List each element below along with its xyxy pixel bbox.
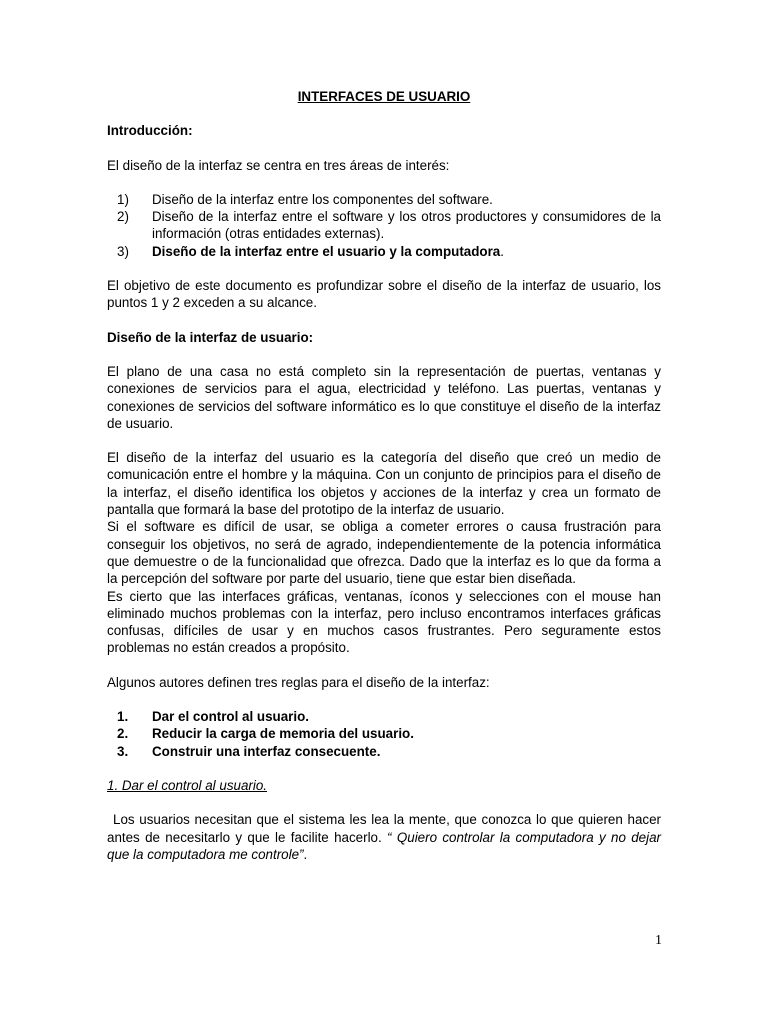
list-text: Diseño de la interfaz entre el usuario y la computadora (152, 243, 501, 259)
intro-heading: Introducción: (107, 123, 193, 139)
list-number: 3. (117, 743, 129, 759)
list-item (107, 243, 661, 260)
list-text: Reducir la carga de memoria del usuario. (152, 726, 414, 742)
list-suffix: . (500, 243, 504, 259)
design-paragraph-1: El plano de una casa no está completo sin la representación de puertas, ventanas y conexiones de servicios para el agua, electricidad y teléfono. Las puertas, ventanas y conexiones de servicios del software informático es lo que constituye el diseño de la interfaz de usuario. (107, 363, 661, 431)
list-item (107, 743, 661, 760)
document-body (107, 88, 661, 880)
intro-paragraph: El diseño de la interfaz se centra en tres áreas de interés: (107, 157, 450, 173)
list-number: 2) (117, 209, 129, 225)
list-number: 1) (117, 191, 129, 207)
design-paragraph-2b: Si el software es difícil de usar, se obliga a cometer errores o causa frustración para conseguir los objetivos, no será de agrado, independientemente de la potencia informática que demuestre o de la funcionalidad que ofrezca. Dado que la interfaz es lo que da forma a la percepción del software por parte del usuario, tiene que estar bien diseñada. (107, 519, 661, 587)
list-text: Construir una interfaz consecuente. (152, 743, 381, 759)
objective-paragraph: El objetivo de este documento es profundizar sobre el diseño de la interfaz de usuario, los puntos 1 y 2 exceden a su alcance. (107, 278, 661, 311)
list-text: Diseño de la interfaz entre el software y los otros productores y consumidores de la información (otras entidades externas). (152, 209, 661, 242)
rule1-quote: “ Quiero controlar la computadora y no dejar que la computadora me controle” (107, 829, 661, 862)
rule1-heading: 1. Dar el control al usuario. (107, 777, 268, 793)
list-item (107, 708, 661, 725)
rules-intro: Algunos autores definen tres reglas para el diseño de la interfaz: (107, 674, 490, 690)
rule1-end: . (303, 846, 308, 862)
rule1-paragraph (107, 811, 661, 863)
list-number: 2. (117, 726, 129, 742)
design-paragraph-2c: Es cierto que las interfaces gráficas, ventanas, íconos y selecciones con el mouse han eliminado muchos problemas con la interfaz, pero incluso encontramos interfaces gráficas confusas, difíciles de usar y en muchos casos frustrantes. Pero seguramente estos problemas no están creados a propósito. (107, 588, 661, 656)
areas-list (107, 191, 661, 260)
list-item (107, 191, 661, 208)
list-item (107, 725, 661, 742)
list-item (107, 208, 661, 243)
rules-list (107, 708, 661, 760)
list-text: Dar el control al usuario. (152, 709, 310, 725)
design-heading: Diseño de la interfaz de usuario: (107, 329, 314, 345)
design-paragraph-2a: El diseño de la interfaz del usuario es la categoría del diseño que creó un medio de comunicación entre el hombre y la máquina. Con un conjunto de principios para el diseño de la interfaz, el diseño identifica los objetos y acciones de la interfaz y crea un formato de pantalla que formará la base del prototipo de la interfaz de usuario. (107, 450, 661, 518)
list-number: 1. (117, 709, 129, 725)
document-title: INTERFACES DE USUARIO (297, 89, 471, 104)
list-text: Diseño de la interfaz entre los componentes del software. (152, 191, 493, 207)
page-number: 1 (655, 933, 662, 948)
list-number: 3) (117, 243, 129, 259)
rule1-text: Los usuarios necesitan que el sistema les lea la mente, que conozca lo que quieren hacer antes de necesitarlo y que le facilite hacerlo. (107, 812, 661, 845)
